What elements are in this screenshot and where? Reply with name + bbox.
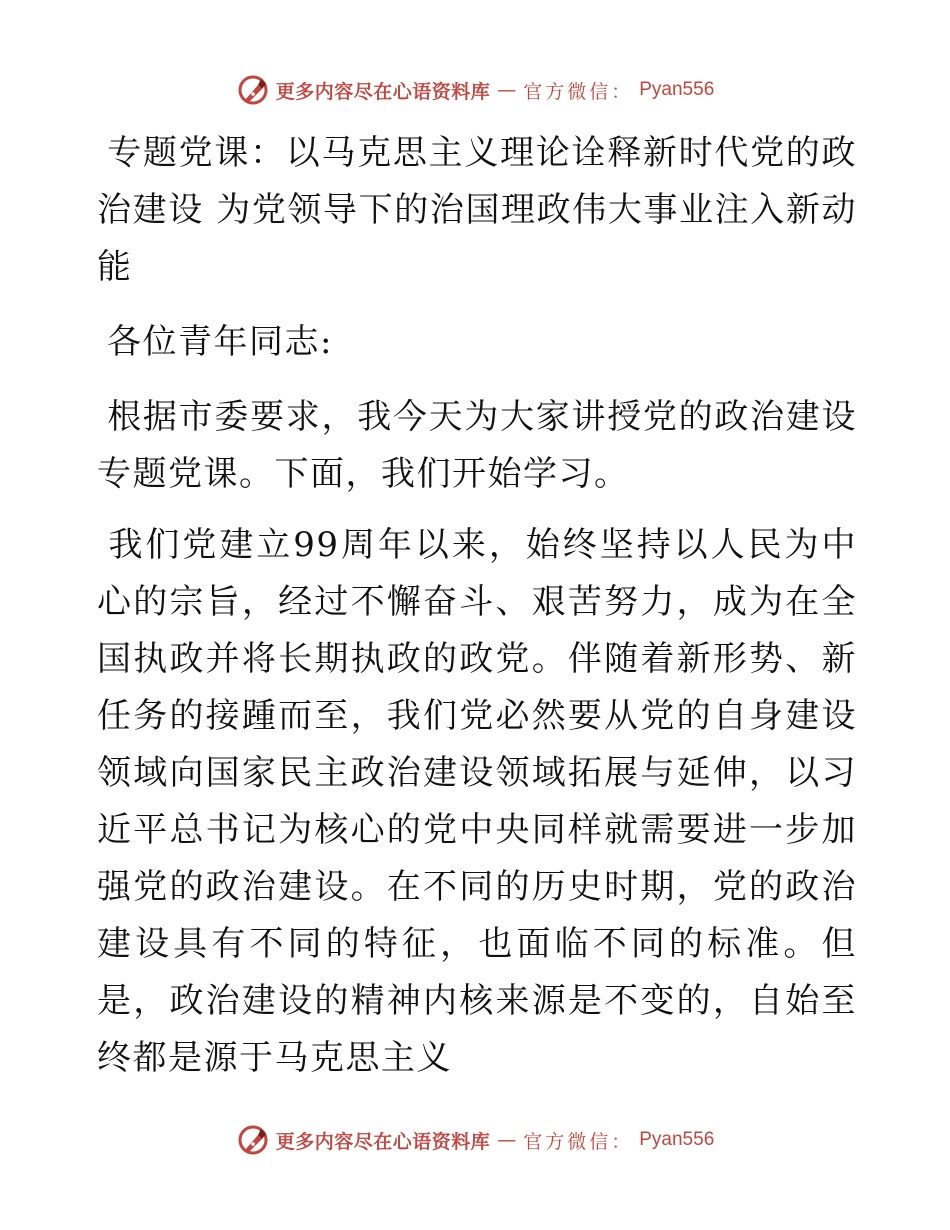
header-banner (0, 70, 950, 110)
greeting-text: 各位青年同志: (107, 322, 333, 362)
intro-paragraph (97, 389, 857, 503)
pen-nib-logo-icon (236, 1123, 270, 1157)
footer-wechat-label: 官方微信： (523, 1130, 634, 1153)
pen-nib-logo-icon (236, 73, 270, 107)
footer-wechat-id: Pyan556 (639, 1129, 715, 1150)
document-body (97, 125, 857, 1087)
intro-text: 根据市委要求，我今天为大家讲授党的政治建设专题党课。下面，我们开始学习。 (97, 397, 857, 494)
footer-dash: — (497, 1129, 517, 1151)
greeting (97, 314, 857, 371)
footer-banner (0, 1120, 950, 1160)
banner-wechat-id: Pyan556 (639, 79, 715, 100)
document-title (97, 125, 857, 296)
body-paragraph (97, 517, 857, 1087)
body-paragraph-text: 我们党建立99周年以来，始终坚持以人民为中心的宗旨，经过不懈奋斗、艰苦努力，成为在全国执政并将长期执政的政党。伴随着新形势、新任务的接踵而至，我们党必然要从党的自身建设领域向国家民主政治建设领域拓展与延伸，以习近平总书记为核心的党中央同样就需要进一步加强党的政治建设。在不同的历史时期，党的政治建设具有不同的特征，也面临不同的标准。但是，政治建设的精神内核来源是不变的，自始至终都是源于马克思主义 (97, 525, 857, 1078)
footer-brand-text: 更多内容尽在心语资料库 (275, 1130, 491, 1153)
banner-brand-text: 更多内容尽在心语资料库 (275, 80, 491, 103)
banner-dash: — (497, 79, 517, 101)
banner-wechat-label: 官方微信： (523, 80, 634, 103)
document-title-text: 专题党课：以马克思主义理论诠释新时代党的政治建设 为党领导下的治国理政伟大事业注入新动能 (97, 133, 857, 287)
